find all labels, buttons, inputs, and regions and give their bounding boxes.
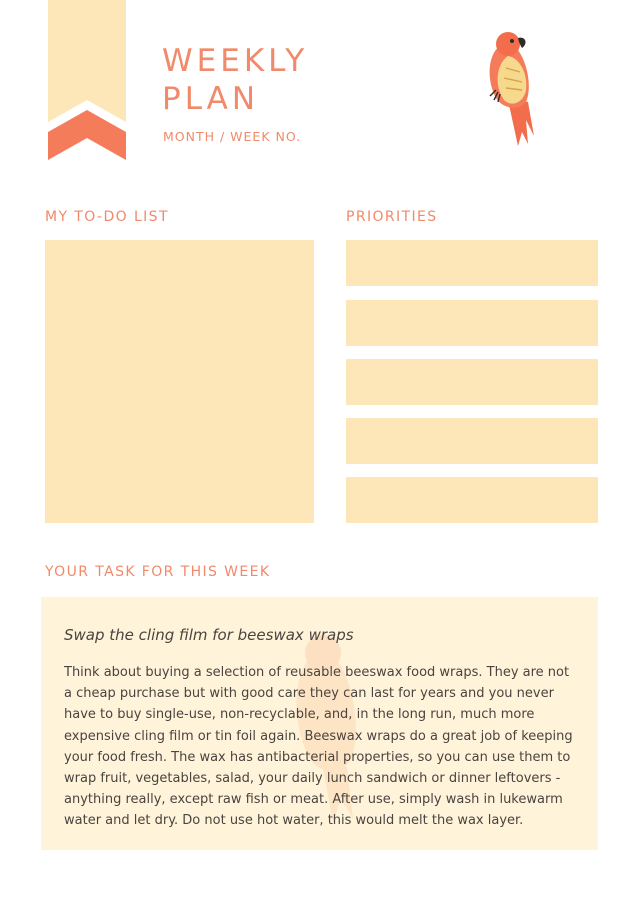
todo-list-box[interactable]	[45, 240, 314, 523]
weekly-task-panel	[41, 597, 598, 850]
title-line-2: PLAN	[162, 81, 260, 117]
priority-slot[interactable]	[346, 240, 598, 286]
weekly-task-label: YOUR TASK FOR THIS WEEK	[45, 564, 271, 580]
ribbon-bookmark-icon	[48, 0, 126, 160]
priority-slot[interactable]	[346, 300, 598, 346]
task-title: Swap the cling film for beeswax wraps	[64, 626, 354, 644]
parrot-illustration	[478, 28, 544, 150]
todo-list-label: MY TO-DO LIST	[45, 209, 169, 225]
month-week-label: MONTH / WEEK NO.	[163, 129, 302, 144]
title-line-1: WEEKLY	[162, 43, 309, 79]
page-title	[162, 42, 308, 118]
priority-slot[interactable]	[346, 477, 598, 523]
priority-slot[interactable]	[346, 359, 598, 405]
priorities-label: PRIORITIES	[346, 209, 438, 225]
priority-slot[interactable]	[346, 418, 598, 464]
task-description: Think about buying a selection of reusable beeswax food wraps. They are not a cheap purchase but with good care they can last for years and you never have to buy single-use, non-recyclable, and, in the long run, much more expensive cling film or tin foil again. Beeswax wraps do a great job of keeping your food fresh. The wax has antibacterial properties, so you can use them to wrap fruit, vegetables, salad, your daily lunch sandwich or dinner leftovers - anything really, except raw fish or meat. After use, simply wash in lukewarm water and let dry. Do not use hot water, this would melt the wax layer.	[64, 665, 573, 829]
